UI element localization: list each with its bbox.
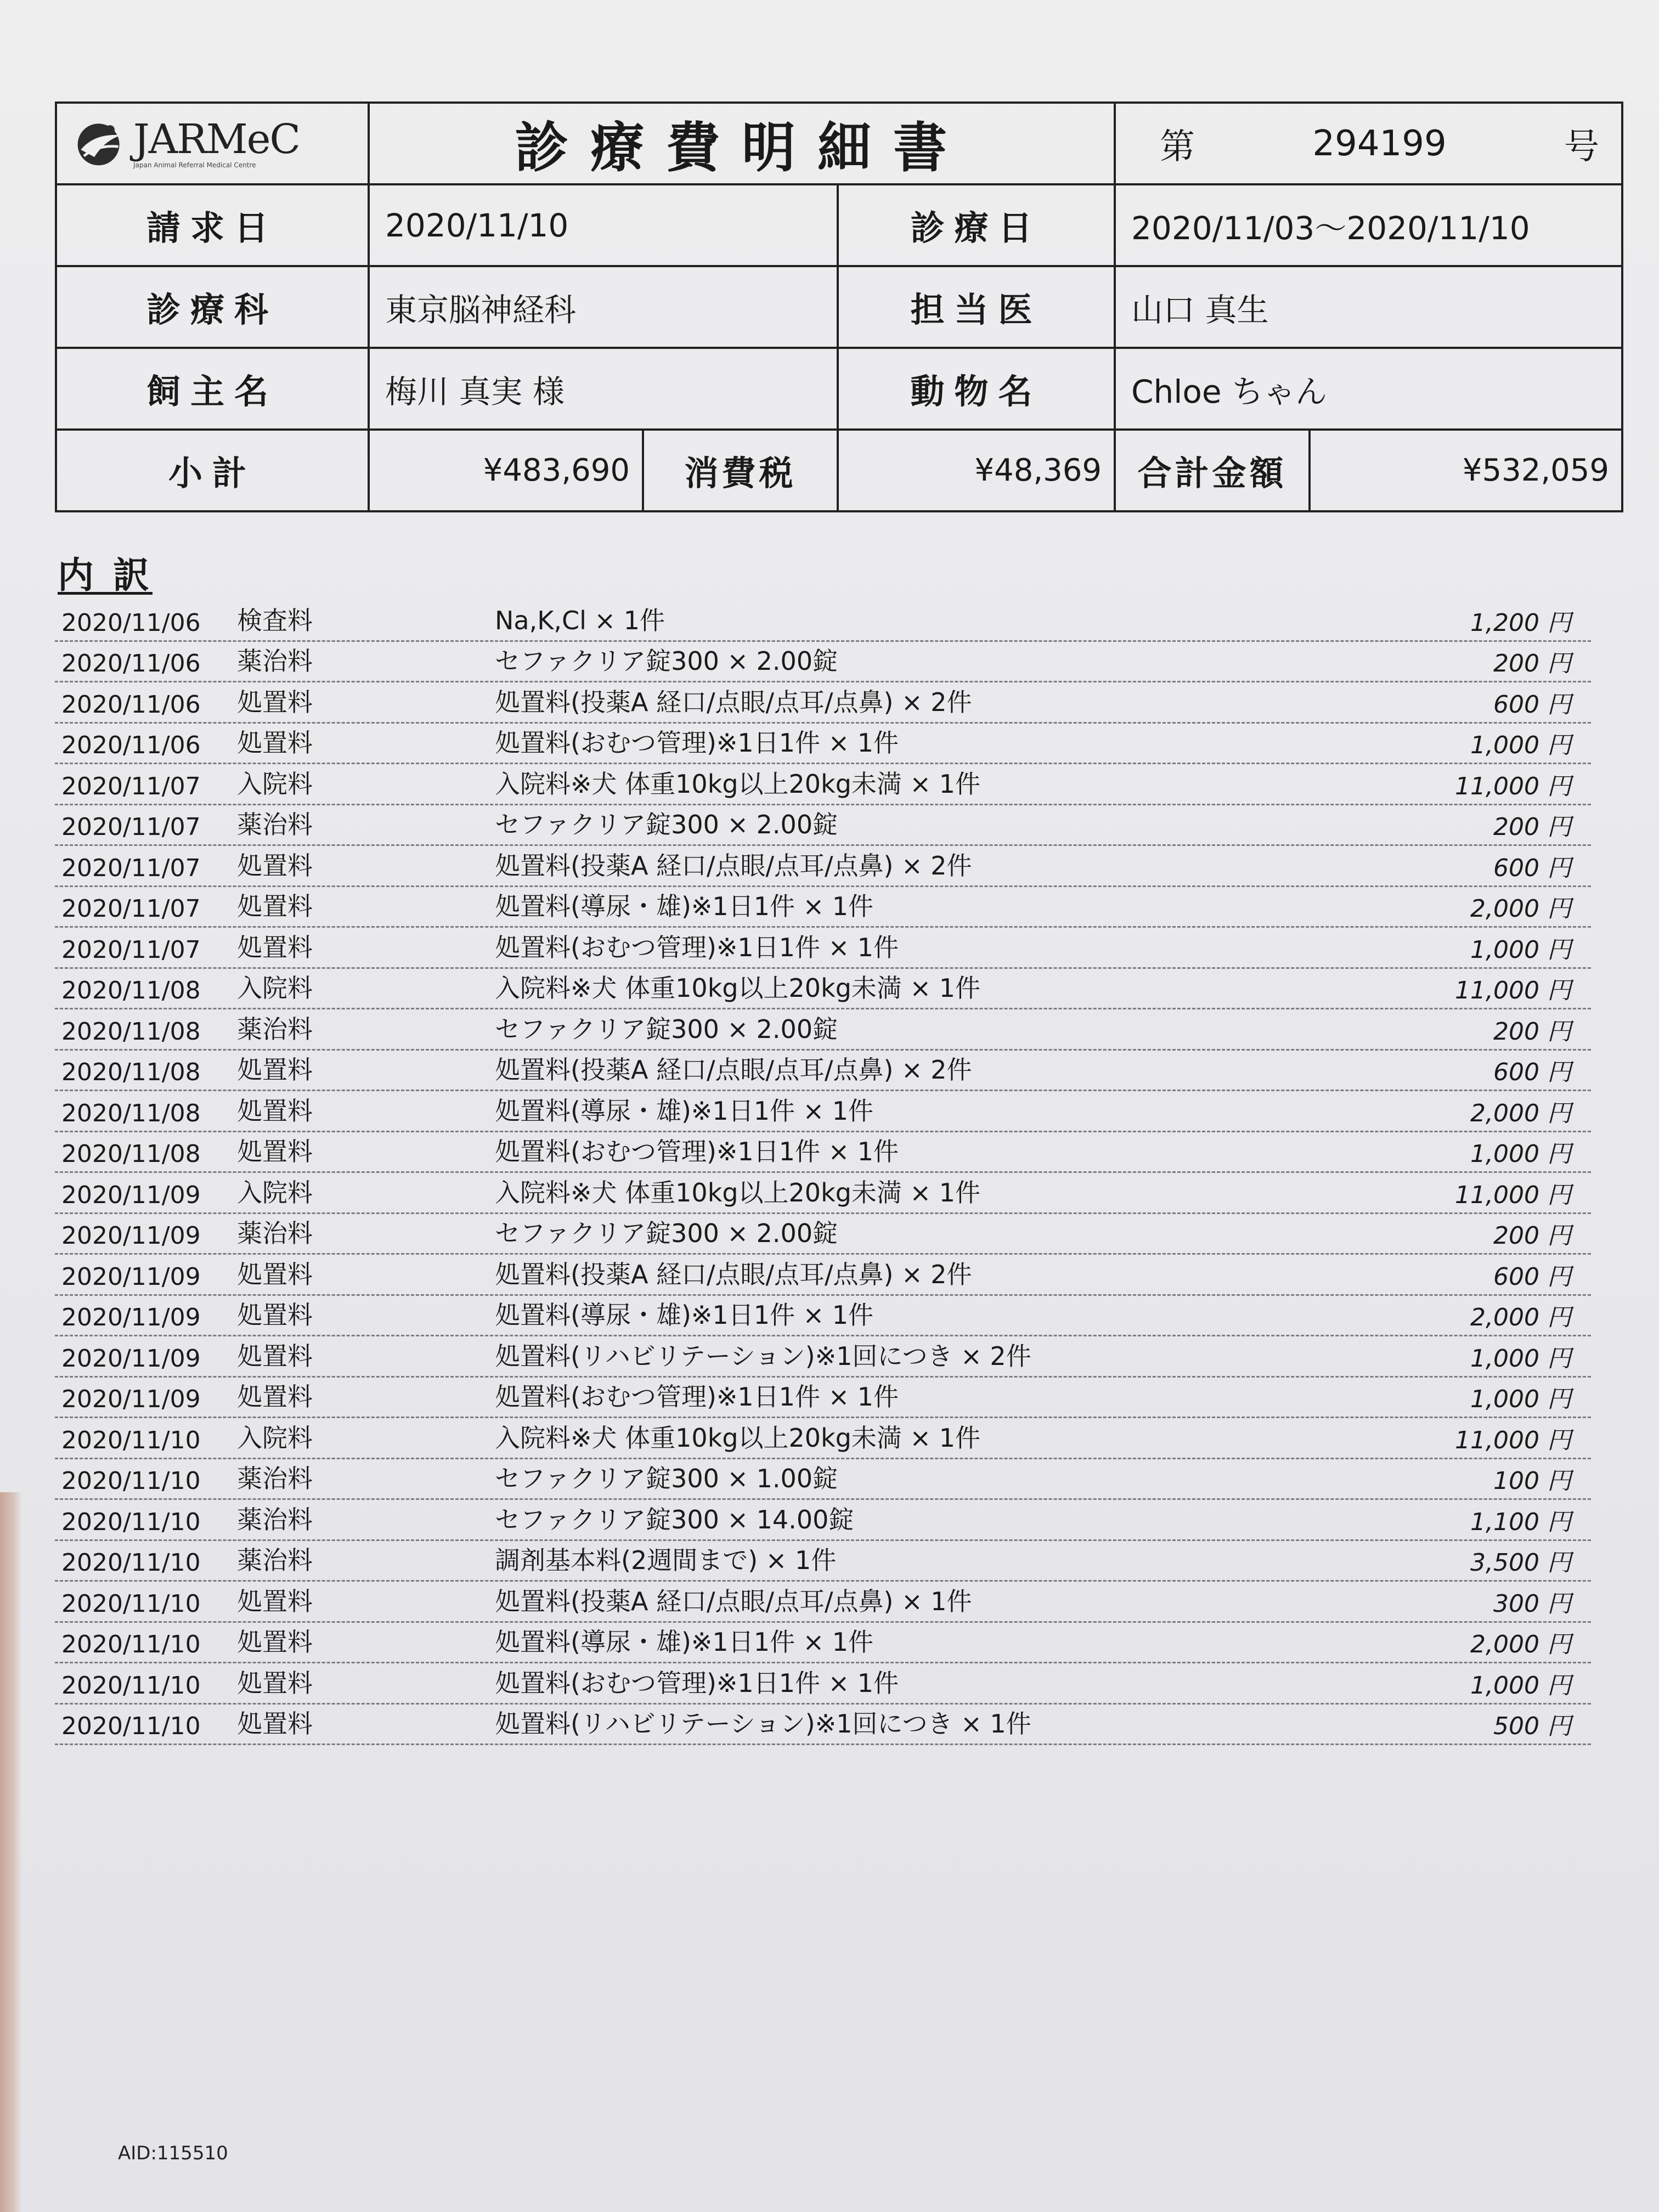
list-item [55,1296,1591,1337]
item-category: 入院料 [237,769,313,799]
background-surface [0,1492,22,2212]
list-item [55,1663,1591,1705]
invoice-header-table [55,101,1623,512]
item-amount: 300 円 [1493,1589,1571,1618]
item-category: 処置料 [237,891,313,921]
item-description: 処置料(おむつ管理)※1日1件 × 1件 [495,932,899,962]
list-item [55,1132,1591,1173]
list-item [55,969,1591,1010]
item-date: 2020/11/09 [61,1304,201,1331]
item-category: 薬治料 [237,1014,313,1044]
list-item [55,1173,1591,1214]
item-amount: 2,000 円 [1470,895,1571,923]
item-amount: 500 円 [1493,1712,1571,1740]
item-amount: 1,000 円 [1470,1344,1571,1373]
breakdown-list [55,601,1591,1745]
item-description: 入院料※犬 体重10kg以上20kg未満 × 1件 [495,1177,980,1207]
list-item [55,1051,1591,1092]
total-value: ¥532,059 [1310,430,1622,511]
item-date: 2020/11/06 [61,608,201,637]
item-date: 2020/11/08 [61,1058,201,1086]
item-category: 薬治料 [237,1464,313,1493]
list-item [55,1500,1591,1541]
item-date: 2020/11/07 [61,935,201,964]
list-item [55,1418,1591,1459]
list-item [55,1214,1591,1255]
title-row [56,103,1622,184]
item-amount: 1,200 円 [1470,608,1571,637]
item-description: セファクリア錠300 × 14.00錠 [495,1504,854,1534]
item-date: 2020/11/10 [61,1426,201,1454]
owner-label: 飼主名 [56,348,369,430]
item-date: 2020/11/08 [61,977,201,1005]
item-amount: 1,000 円 [1470,935,1571,964]
number-suffix: 号 [1564,126,1600,167]
list-item [55,724,1591,765]
item-category: 薬治料 [237,646,313,676]
list-item [55,1009,1591,1051]
document-title: 診療費明細書 [369,103,1115,184]
item-date: 2020/11/10 [61,1589,201,1618]
item-category: 処置料 [237,1096,313,1126]
document-number: 294199 [1312,123,1447,164]
item-amount: 200 円 [1493,1017,1571,1046]
item-date: 2020/11/10 [61,1508,201,1536]
animal-label: 動物名 [838,348,1115,430]
item-category: 処置料 [237,1709,313,1739]
item-amount: 600 円 [1493,690,1571,719]
item-date: 2020/11/10 [61,1549,201,1577]
item-date: 2020/11/07 [61,772,201,800]
list-item [55,601,1591,642]
item-amount: 2,000 円 [1470,1304,1571,1331]
item-description: 入院料※犬 体重10kg以上20kg未満 × 1件 [495,769,980,799]
item-amount: 600 円 [1493,854,1571,882]
list-item [55,887,1591,928]
list-item [55,1705,1591,1746]
item-amount: 200 円 [1493,1222,1571,1250]
item-category: 処置料 [237,1055,313,1085]
item-category: 薬治料 [237,810,313,839]
treatment-date-label: 診療日 [838,184,1115,266]
item-amount: 3,500 円 [1470,1549,1571,1577]
item-date: 2020/11/06 [61,650,201,678]
item-amount: 1,100 円 [1470,1508,1571,1536]
item-description: セファクリア錠300 × 2.00錠 [495,810,838,839]
item-description: 処置料(おむつ管理)※1日1件 × 1件 [495,1668,899,1698]
item-description: 処置料(導尿・雄)※1日1件 × 1件 [495,1627,874,1657]
item-category: 入院料 [237,1177,313,1207]
item-category: 検査料 [237,605,313,635]
item-date: 2020/11/08 [61,1140,201,1168]
item-description: 調剤基本料(2週間まで) × 1件 [495,1545,837,1575]
item-category: 処置料 [237,1259,313,1289]
item-date: 2020/11/06 [61,690,201,719]
logo-cell [56,103,369,184]
doctor-label: 担当医 [838,266,1115,348]
treatment-date-value: 2020/11/03〜2020/11/10 [1115,184,1622,266]
billing-date-label: 請求日 [56,184,369,266]
number-prefix: 第 [1160,126,1195,167]
item-category: 処置料 [237,850,313,881]
item-amount: 2,000 円 [1470,1630,1571,1658]
item-description: 処置料(投薬A 経口/点眼/点耳/点鼻) × 2件 [495,850,972,881]
item-description: 処置料(おむつ管理)※1日1件 × 1件 [495,728,899,758]
list-item [55,682,1591,724]
list-item [55,846,1591,887]
item-category: 処置料 [237,1627,313,1657]
item-description: 処置料(投薬A 経口/点眼/点耳/点鼻) × 2件 [495,1259,972,1289]
item-amount: 600 円 [1493,1262,1571,1291]
item-amount: 1,000 円 [1470,1671,1571,1700]
animal-value: Chloe ちゃん [1115,348,1622,430]
clinic-logo-icon [74,117,126,170]
item-amount: 200 円 [1493,813,1571,841]
item-description: セファクリア錠300 × 2.00錠 [495,1218,838,1248]
item-description: 入院料※犬 体重10kg以上20kg未満 × 1件 [495,973,980,1003]
item-category: 処置料 [237,932,313,962]
item-date: 2020/11/09 [61,1222,201,1250]
item-date: 2020/11/08 [61,1017,201,1046]
item-description: 処置料(導尿・雄)※1日1件 × 1件 [495,891,874,921]
item-description: 処置料(リハビリテーション)※1回につき × 2件 [495,1341,1031,1371]
item-category: 処置料 [237,1300,313,1330]
department-row [56,266,1622,348]
item-date: 2020/11/10 [61,1712,201,1740]
list-item [55,1091,1591,1132]
item-description: 処置料(導尿・雄)※1日1件 × 1件 [495,1300,874,1330]
item-description: セファクリア錠300 × 1.00錠 [495,1464,838,1493]
item-date: 2020/11/09 [61,1344,201,1373]
item-date: 2020/11/10 [61,1467,201,1495]
logo-subtitle: Japan Animal Referral Medical Centre [133,161,256,169]
list-item [55,805,1591,847]
list-item [55,928,1591,969]
item-amount: 11,000 円 [1455,977,1571,1005]
item-amount: 100 円 [1493,1467,1571,1495]
item-amount: 1,000 円 [1470,1140,1571,1168]
item-date: 2020/11/07 [61,895,201,923]
total-label: 合計金額 [1115,430,1310,511]
item-category: 処置料 [237,1341,313,1371]
item-category: 薬治料 [237,1545,313,1575]
item-amount: 600 円 [1493,1058,1571,1086]
item-date: 2020/11/06 [61,731,201,759]
list-item [55,1459,1591,1500]
item-date: 2020/11/09 [61,1181,201,1209]
list-item [55,764,1591,805]
item-date: 2020/11/07 [61,813,201,841]
item-date: 2020/11/09 [61,1385,201,1413]
subtotal-label: 小計 [56,430,369,511]
item-description: セファクリア錠300 × 2.00錠 [495,1014,838,1044]
item-description: 処置料(導尿・雄)※1日1件 × 1件 [495,1096,874,1126]
logo-text: JARMeC [133,115,300,163]
item-category: 入院料 [237,1423,313,1453]
doctor-value: 山口 真生 [1115,266,1622,348]
breakdown-title: 内 訳 [58,554,153,596]
tax-label: 消費税 [643,430,838,511]
owner-row [56,348,1622,430]
item-date: 2020/11/07 [61,854,201,882]
department-value: 東京脳神経科 [369,266,838,348]
list-item [55,642,1591,683]
item-description: 処置料(投薬A 経口/点眼/点耳/点鼻) × 2件 [495,687,972,717]
item-category: 処置料 [237,687,313,717]
item-category: 処置料 [237,1586,313,1616]
item-description: 処置料(投薬A 経口/点眼/点耳/点鼻) × 2件 [495,1055,972,1085]
tax-value: ¥48,369 [838,430,1115,511]
list-item [55,1582,1591,1623]
item-amount: 11,000 円 [1455,772,1571,800]
item-date: 2020/11/09 [61,1262,201,1291]
item-description: 処置料(おむつ管理)※1日1件 × 1件 [495,1382,899,1412]
item-category: 薬治料 [237,1504,313,1534]
item-description: セファクリア錠300 × 2.00錠 [495,646,838,676]
item-category: 処置料 [237,1382,313,1412]
list-item [55,1255,1591,1296]
item-date: 2020/11/10 [61,1671,201,1700]
dates-row [56,184,1622,266]
list-item [55,1378,1591,1419]
item-description: 処置料(おむつ管理)※1日1件 × 1件 [495,1137,899,1166]
owner-value: 梅川 真実 様 [369,348,838,430]
aid-code: AID:115510 [118,2142,228,2164]
item-amount: 11,000 円 [1455,1426,1571,1454]
item-amount: 1,000 円 [1470,1385,1571,1413]
list-item [55,1623,1591,1664]
totals-row [56,430,1622,511]
item-date: 2020/11/08 [61,1099,201,1127]
item-category: 処置料 [237,1137,313,1166]
department-label: 診療科 [56,266,369,348]
item-category: 処置料 [237,1668,313,1698]
document-number-cell [1115,103,1622,184]
item-description: Na,K,Cl × 1件 [495,605,665,635]
subtotal-value: ¥483,690 [369,430,643,511]
item-category: 処置料 [237,728,313,758]
item-description: 処置料(投薬A 経口/点眼/点耳/点鼻) × 1件 [495,1586,972,1616]
item-date: 2020/11/10 [61,1630,201,1658]
item-amount: 2,000 円 [1470,1099,1571,1127]
list-item [55,1336,1591,1378]
item-description: 処置料(リハビリテーション)※1回につき × 1件 [495,1709,1031,1739]
list-item [55,1541,1591,1582]
item-amount: 11,000 円 [1455,1181,1571,1209]
item-description: 入院料※犬 体重10kg以上20kg未満 × 1件 [495,1423,980,1453]
item-amount: 1,000 円 [1470,731,1571,759]
item-amount: 200 円 [1493,650,1571,678]
item-category: 薬治料 [237,1218,313,1248]
item-category: 入院料 [237,973,313,1003]
billing-date-value: 2020/11/10 [369,184,838,266]
